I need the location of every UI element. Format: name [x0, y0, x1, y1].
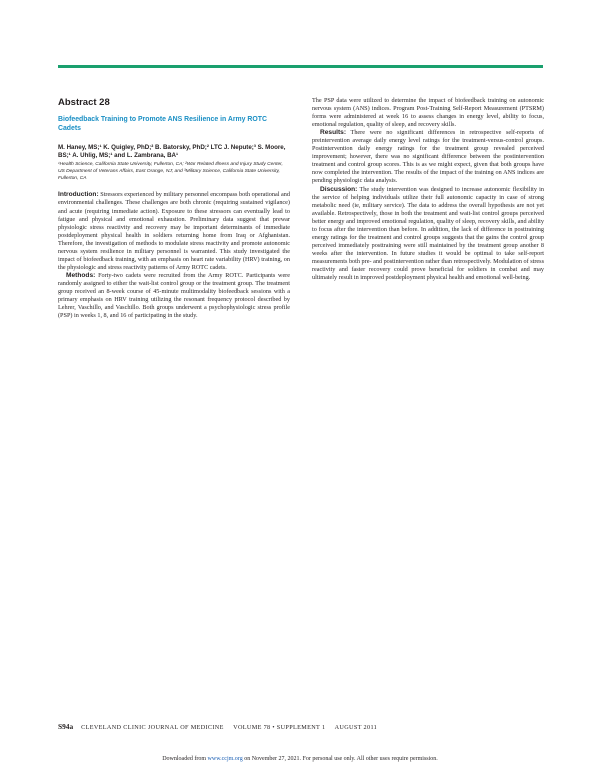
issue-date: AUGUST 2011	[334, 724, 378, 731]
discussion-heading: Discussion:	[320, 185, 358, 193]
top-rule	[58, 65, 543, 68]
download-prefix: Downloaded from	[162, 756, 208, 762]
download-suffix: on November 27, 2021. For personal use only. All other uses require permission.	[242, 756, 438, 762]
download-notice	[0, 756, 600, 762]
discussion-paragraph	[312, 186, 544, 283]
results-paragraph	[312, 129, 544, 185]
methods-heading: Methods:	[66, 271, 96, 279]
page-footer	[58, 722, 543, 731]
right-column	[312, 97, 544, 282]
ccjm-link[interactable]: www.ccjm.org	[207, 756, 243, 762]
page-number: S94a	[58, 722, 74, 731]
methods-text: Forty-two cadets were recruited from the Army ROTC. Participants were randomly assigned to either the wait-list control group or the treatment group. The treatment group received an 8-week course of 45-minute multimodality biofeedback sessions with a primary emphasis on HRV training utilizing the resonant frequency protocol described by Lehrer, Vaschillo, and Vaschillo. Both groups underwent a psychophysiologic stress profile (PSP) in weeks 1, 8, and 16 of participating in the study.	[58, 271, 290, 320]
introduction-text: Stressors experienced by military personnel encompass both operational and environmental challenges. These challenges are both chronic (requiring sustained vigilance) and acute (requiring immediate action). Exposure to these stressors can eventually lead to fatigue and physical and emotional exhaustion. Preliminary data suggest that prewar physiologic stress reactivity and recovery may be important determinants of immediate postdeployment physical health in soldiers returning home from Iraq or Afghanistan. Therefore, the investigation of methods to modulate stress reactivity and promote autonomic nervous system resilience in military personnel is warranted. This study investigated the impact of biofeedback training, with an emphasis on heart rate variability (HRV) training, on the physiologic and stress reactivity patterns of Army ROTC cadets.	[58, 191, 290, 271]
volume-info: VOLUME 78 • SUPPLEMENT 1	[233, 724, 326, 731]
left-column	[58, 97, 290, 320]
methods-paragraph	[58, 272, 290, 320]
author-list: M. Haney, MS;¹ K. Quigley, PhD;² B. Batorsky, PhD;² LTC J. Nepute;³ S. Moore, BS;¹ A. Uhlig, MS;¹ and L. Zambrana, BA¹	[58, 144, 286, 160]
introduction-paragraph	[58, 191, 290, 271]
results-text: There were no significant differences in retrospective self-reports of preintervention average daily energy level ratings for the treatment-versus-control groups. Postintervention daily energy ratings for the treatment group revealed perceived improvement; however, there was no significant difference between the postintervention treatment and control group scores. This is as we might expect, given that both groups have now completed the intervention. The results of the impact of the training on ANS indices are pending physiologic data analysis.	[312, 129, 544, 185]
abstract-number: Abstract 28	[58, 97, 110, 108]
discussion-text: The study intervention was designed to increase autonomic flexibility in the service of helping individuals utilize their full autonomic capacity in case of strong metabolic need (ie, military service). The data to address the overall hypothesis are not yet available. Retrospectively, those in both the treatment and wait-list control groups perceived better energy and improved emotional regulation, quality of sleep, recovery skills, and ability to focus after the intervention than before. In addition, the lack of difference in posttraining energy ratings for the treatment and control groups suggests that the gains the control group perceived immediately posttraining were still maintained by the treatment group another 8 weeks after the intervention. In future studies it would be optimal to take self-report measurements both pre- and postintervention rather than retrospectively. Modulation of stress reactivity and faster recovery could prove beneficial for soldiers in combat and may ultimately result in improved postdeployment physical health and emotional well-being.	[312, 185, 544, 282]
affiliations: ¹Health Science, California State University, Fullerton, CA; ²War Related Illness and Injury Study Center, US Department of Veterans Affairs, East Orange, NJ; and ³Military Science, California State University, Fullerton, CA	[58, 161, 283, 182]
introduction-heading: Introduction:	[58, 191, 99, 199]
results-heading: Results:	[320, 129, 347, 137]
journal-name: CLEVELAND CLINIC JOURNAL OF MEDICINE	[81, 724, 224, 731]
article-title: Biofeedback Training to Promote ANS Resilience in Army ROTC Cadets	[58, 116, 267, 132]
methods-continued: The PSP data were utilized to determine the impact of biofeedback training on autonomic nervous system (ANS) indices. Program Post-Training Self-Report Measurement (PTSRM) forms were administered at week 16 to assess changes in energy level, ability to focus, emotional regulation, quality of sleep, and recovery skills.	[312, 97, 544, 129]
